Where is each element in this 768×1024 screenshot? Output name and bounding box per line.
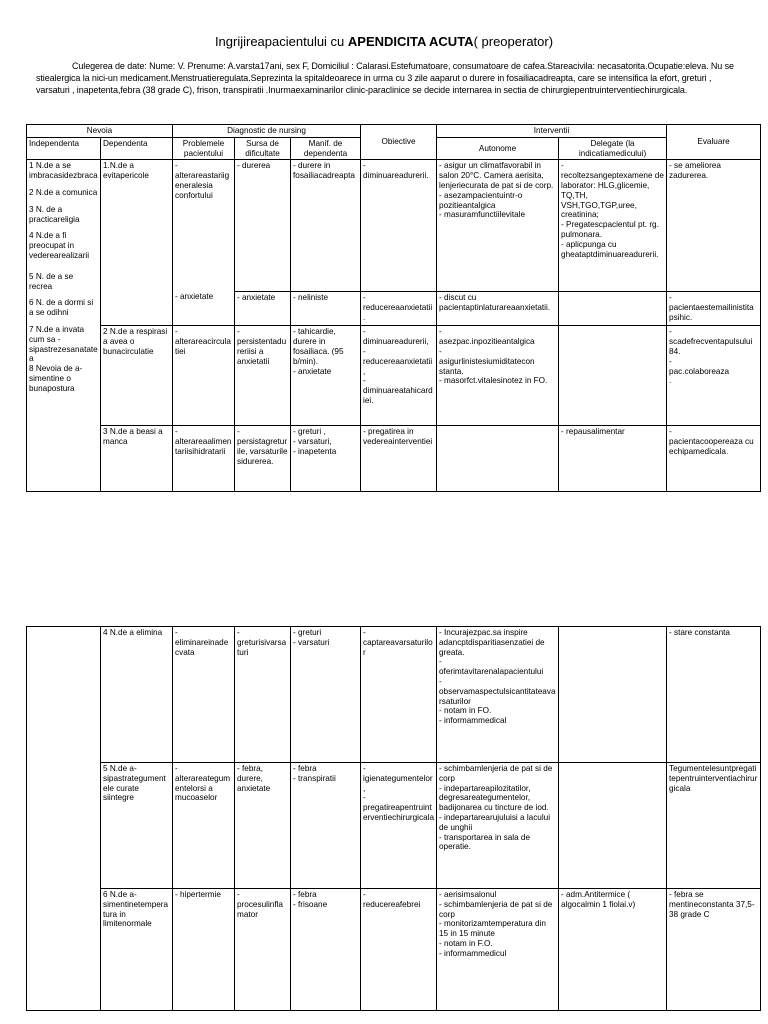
- header-evaluare: Evaluare: [667, 125, 761, 160]
- cell-line: - febra, durere, anxietate: [237, 764, 271, 793]
- cell-line: - varsaturi,: [293, 437, 332, 447]
- manif-cell: [291, 426, 361, 492]
- cell-line: - repausalimentar: [561, 427, 625, 437]
- cell-line: alterareaalimentariisihidratarii: [175, 437, 232, 456]
- cell-line: pacientaestemailinistitapsihic.: [669, 303, 754, 322]
- cell-line: - transportarea in sala de operatie.: [439, 832, 531, 852]
- cell-line: - adm.Antitermice ( algocalmin 1 fiolai.v): [561, 890, 636, 909]
- cell-line: -: [363, 327, 366, 337]
- cell-line: - anxietate: [175, 292, 214, 302]
- cell-line: - neliniste: [293, 293, 329, 303]
- cell-line: greturisivarsaturi: [237, 637, 287, 657]
- need-item: 5 N. de a se recrea: [29, 271, 74, 291]
- manif-cell: [291, 292, 361, 326]
- cell-line: - Pregatescpacientul pt. rg. pulmonara.: [561, 220, 659, 239]
- cell-line: - schimbamlenjeria de pat si de corp: [439, 899, 553, 919]
- need-item: 7 N.de a invata cum sa -sipastrezesanatatea: [29, 324, 98, 364]
- cell-line: - febra se mentineconstanta 37,5-38 grade C: [669, 890, 755, 919]
- cell-line: persistagreturile, varsaturile sidurerea.: [237, 437, 288, 466]
- cell-line: alterareategumentelorsi a mucoaselor: [175, 773, 231, 803]
- obiective-cell: [361, 292, 437, 326]
- probleme-cell: [173, 627, 235, 763]
- cell-line: -: [363, 628, 366, 637]
- obiective-cell: [361, 627, 437, 763]
- cell-line: recoltezsangeptexamene de laborator: HLG,glicemie, TQ,TH, VSH,TGO,TGP,uree, creatinina;: [561, 171, 664, 220]
- independenta-cell: [27, 627, 101, 1011]
- sursa-cell: [235, 160, 291, 292]
- cell-line: -: [669, 327, 672, 337]
- delegate-cell: [559, 627, 667, 763]
- intro-text: Culegerea de date: Nume: V. Prenume: A.varsta17ani, sex F, Domiciliul : Calarasi.Estefumatoare, consumatoare de cafea.Stareacivila: necasatorita.Ocupatie:eleva. Nu se stiealergica la nici-un medicament.Menstruatieregulata.Seprezinta la spitaldeoarece in urma cu 3 zile aaparut o durere in fosailiacadreapta, care se intensifica la efort, greturi , varsaturi , inapetenta,febra (38 grade C), frison, transpiratii .Inurmaexaminarilor clinic-paraclinice se decide internarea in sectia de chirurgiepentruinterventiechirurgicala.: [36, 61, 734, 95]
- cell-line: -: [175, 764, 178, 773]
- cell-line: -: [669, 293, 672, 303]
- sursa-cell: [235, 627, 291, 763]
- cell-line: -: [175, 161, 178, 171]
- cell-line: reducereaanxietatii,: [363, 356, 433, 376]
- probleme-cell: [173, 889, 235, 1011]
- dependenta-cell: [101, 627, 173, 763]
- autonome-cell: [437, 889, 559, 1011]
- header-autonome: Autonome: [437, 137, 559, 160]
- title-suffix: ( preoperator): [473, 34, 554, 49]
- cell-line: - asigur un climatfavorabil in salon 20°C. Camera aerisita, lenjeriecurata de pat si de corp.: [439, 161, 554, 190]
- cell-line: - indepartarearujuluisi a lacului de unghii: [439, 812, 551, 832]
- cell-line: -: [363, 890, 366, 899]
- dependenta-cell: [101, 889, 173, 1011]
- delegate-cell: [559, 326, 667, 426]
- cell-line: - greturi: [293, 628, 322, 637]
- cell-line: - masuramfunctiilevitale: [439, 210, 526, 220]
- need-label: 4 N.de a elimina: [103, 628, 163, 637]
- need-item: 4 N.de a fi preocupat in vederearealizarii: [29, 231, 90, 260]
- cell-line: - transpiratii: [293, 773, 336, 783]
- need-label: 2 N.de a respirasi a avea o bunacirculatie: [103, 327, 168, 356]
- header-obiective: Obiective: [361, 125, 437, 160]
- evaluare-cell: [667, 763, 761, 889]
- autonome-cell: [437, 292, 559, 326]
- manif-cell: [291, 326, 361, 426]
- need-label: 3 N.de a beasi a manca: [103, 427, 163, 447]
- cell-line: - indepartareapilozitatilor, degresareategumentelor, badijonarea cu tincture de iod.: [439, 783, 549, 813]
- autonome-cell: [437, 763, 559, 889]
- sursa-cell: [235, 763, 291, 889]
- delegate-cell: [559, 889, 667, 1011]
- header-sursa: Sursa de dificultate: [235, 137, 291, 160]
- manif-cell: [291, 763, 361, 889]
- cell-line: -: [237, 890, 240, 899]
- cell-line: -: [439, 346, 442, 356]
- autonome-cell: [437, 326, 559, 426]
- manif-cell: [291, 627, 361, 763]
- probleme-cell: [173, 326, 235, 426]
- need-item: 2 N.de a comunica: [29, 187, 98, 197]
- obiective-cell: [361, 326, 437, 426]
- cell-line: - aplicpunga cu gheataptdiminuareadurerii.: [561, 239, 659, 259]
- delegate-cell: [559, 426, 667, 492]
- cell-line: -: [175, 427, 178, 437]
- cell-line: pac.colaboreaza: [669, 366, 730, 376]
- cell-line: - varsaturi: [293, 637, 330, 647]
- header-probleme: Problemele pacientului: [173, 137, 235, 160]
- cell-line: -: [237, 327, 240, 337]
- cell-line: - se ameliorea zadurerea.: [669, 161, 721, 181]
- delegate-cell: [559, 763, 667, 889]
- delegate-cell: [559, 292, 667, 326]
- cell-line: - febra: [293, 764, 317, 773]
- evaluare-cell: [667, 627, 761, 763]
- obiective-cell: [361, 763, 437, 889]
- cell-line: - durere in fosailiacadreapta: [293, 161, 355, 181]
- manif-cell: [291, 889, 361, 1011]
- cell-line: - hipertermie: [175, 890, 221, 899]
- need-item: 1 N.de a se imbracasidezbraca: [29, 161, 98, 181]
- cell-line: -: [363, 346, 366, 356]
- need-label: 1.N.de a evitapericole: [103, 161, 149, 181]
- sursa-cell: [235, 326, 291, 426]
- cell-line: -: [363, 293, 366, 303]
- obiective-cell: [361, 160, 437, 292]
- cell-line: - frisoane: [293, 899, 328, 909]
- dependenta-cell: [101, 326, 173, 426]
- cell-line: - anxietate: [293, 366, 332, 376]
- header-independenta: Independenta: [27, 137, 101, 160]
- cell-line: alterareastariigeneralesia confortului: [175, 171, 230, 200]
- manif-cell: [291, 160, 361, 292]
- title-bold: APENDICITA ACUTA: [347, 34, 474, 49]
- cell-line: -: [175, 628, 178, 637]
- dependenta-cell: [101, 426, 173, 492]
- evaluare-cell: [667, 889, 761, 1011]
- header-dependenta: Dependenta: [101, 137, 173, 160]
- cell-line: -: [439, 657, 442, 667]
- care-plan-table-2: [26, 626, 761, 1011]
- cell-line: - asezampacientuintr-o pozitieantalgica: [439, 190, 523, 210]
- cell-line: alterareacirculatiei: [175, 337, 231, 356]
- cell-line: - discut cu pacientaptinlaturareaanxietatii.: [439, 293, 551, 313]
- cell-line: -: [363, 161, 366, 171]
- cell-line: reducereaanxietatii.: [363, 303, 433, 322]
- cell-line: persistentadureriisi a anxietatii: [237, 337, 287, 366]
- cell-line: - anxietate: [237, 293, 276, 303]
- cell-line: - tahicardie, durere in fosailiaca. (95 b/min).: [293, 327, 344, 366]
- autonome-cell: [437, 627, 559, 763]
- cell-line: - febra: [293, 890, 317, 899]
- cell-line: observamaspectulsicantitateavarsaturilor: [439, 686, 556, 706]
- header-delegate: Delegate (la indicatiamedicului): [559, 137, 667, 160]
- need-item: 6 N. de a dormi si a se odihni: [29, 298, 94, 318]
- sursa-cell: [235, 426, 291, 492]
- cell-line: pregatireapentruinterventiechirurgicala: [363, 803, 434, 822]
- cell-line: - pregatirea in vedereainterventiei: [363, 427, 433, 447]
- cell-line: Tegumentelesuntpregatitepentruinterventiachirurgicala: [669, 764, 758, 793]
- probleme-cell: [173, 160, 235, 326]
- header-diagnostic: Diagnostic de nursing: [173, 125, 361, 138]
- probleme-cell: [173, 763, 235, 889]
- cell-line: .: [669, 376, 672, 386]
- cell-line: - informammedical: [439, 716, 507, 726]
- dependenta-cell: [101, 160, 173, 326]
- cell-line: -: [439, 676, 442, 686]
- cell-line: -: [669, 356, 672, 366]
- cell-line: - informammedicul: [439, 948, 507, 958]
- cell-line: -: [363, 764, 366, 773]
- cell-line: - inapetenta: [293, 446, 337, 456]
- need-label: 6 N.de a-simentinetemperatura in limitenormale: [103, 890, 169, 929]
- care-plan-table-1: [26, 124, 761, 492]
- cell-line: scadefrecventapulsului 84.: [669, 337, 753, 356]
- header-interventii: Interventii: [437, 125, 667, 138]
- obiective-cell: [361, 426, 437, 492]
- cell-line: -: [439, 327, 442, 337]
- cell-line: asigurlinistesiumiditatecon stanta.: [439, 356, 535, 376]
- cell-line: pacientacoopereaza cu echipamedicala.: [669, 437, 754, 456]
- cell-line: igienategumentelor,: [363, 773, 433, 793]
- autonome-cell: [437, 426, 559, 492]
- cell-line: -: [669, 427, 672, 437]
- evaluare-cell: [667, 326, 761, 426]
- header-manif: Manif. de dependenta: [291, 137, 361, 160]
- cell-line: -: [237, 628, 240, 637]
- sursa-cell: [235, 292, 291, 326]
- need-label: 5 N.de a-sipastrategumentele curate siintegre: [103, 764, 166, 803]
- cell-line: - aerisimsalonul: [439, 890, 497, 899]
- probleme-cell: [173, 426, 235, 492]
- sursa-cell: [235, 889, 291, 1011]
- header-nevoia: Nevoia: [27, 125, 173, 138]
- cell-line: asezpac.inpozitieantalgica: [439, 337, 535, 347]
- cell-line: reducereafebrei: [363, 899, 421, 909]
- cell-line: -: [237, 427, 240, 437]
- cell-line: - greturi ,: [293, 427, 326, 437]
- autonome-cell: [437, 160, 559, 292]
- cell-line: - durerea: [237, 161, 271, 171]
- evaluare-cell: [667, 160, 761, 292]
- cell-line: - notam in FO.: [439, 706, 492, 716]
- evaluare-cell: [667, 292, 761, 326]
- data-collection-paragraph: [36, 60, 736, 96]
- cell-line: - stare constanta: [669, 628, 730, 637]
- cell-line: oferimtavitarenalapacientului: [439, 667, 544, 677]
- cell-line: - monitorizamtemperatura din 15 in 15 minute: [439, 919, 546, 939]
- dependenta-cell: [101, 763, 173, 889]
- cell-line: - Incurajezpac.sa inspire adancptdisparitiasenzatiei de greata.: [439, 628, 545, 657]
- cell-line: eliminareinadecvata: [175, 637, 229, 657]
- obiective-cell: [361, 889, 437, 1011]
- cell-line: diminuareadurerii.: [363, 171, 429, 181]
- cell-line: diminuareadurerii,: [363, 337, 429, 347]
- cell-line: - notam in F.O.: [439, 938, 493, 948]
- independenta-cell: [27, 160, 101, 492]
- cell-line: - masorfct.vitalesinotez in FO.: [439, 376, 548, 386]
- need-item: 3 N. de a practicareligia: [29, 204, 80, 224]
- cell-line: -: [363, 376, 366, 386]
- evaluare-cell: [667, 426, 761, 492]
- page-title: [0, 34, 768, 49]
- need-item: 8 Nevoia de a-simentine o bunapostura: [29, 364, 83, 393]
- cell-line: -: [561, 161, 564, 171]
- delegate-cell: [559, 160, 667, 292]
- title-prefix: Ingrijireapacientului cu: [214, 34, 348, 49]
- cell-line: procesulinflamator: [237, 899, 283, 919]
- cell-line: -: [175, 327, 178, 337]
- cell-line: -: [363, 793, 366, 803]
- cell-line: diminuareatahicardiei.: [363, 386, 433, 405]
- cell-line: captareavarsaturilor: [363, 637, 433, 657]
- cell-line: - schimbamlenjeria de pat si de corp: [439, 764, 553, 783]
